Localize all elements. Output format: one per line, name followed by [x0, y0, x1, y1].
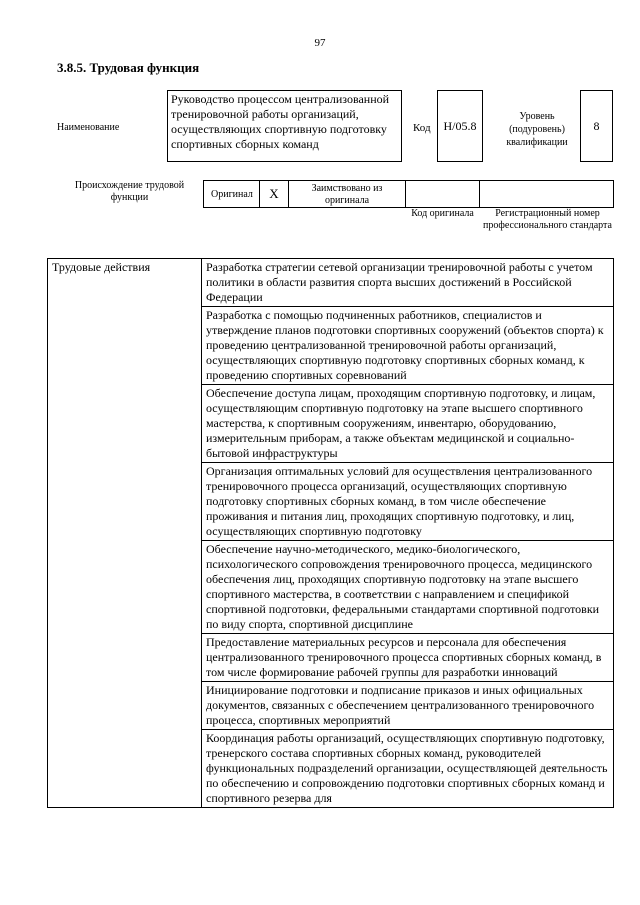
qualification-level-label: Уровень (подуровень) квалификации: [506, 111, 568, 148]
action-item: Разработка стратегии сетевой организации тренировочной работы с учетом политики в области развития спорта высших достижений в Российской Федерации: [202, 259, 614, 307]
qualification-level-value: 8: [580, 90, 613, 162]
origin-code-caption: Код оригинала: [411, 208, 474, 219]
page-number: 97: [314, 37, 326, 49]
function-name-value: Руководство процессом централизованной тренировочной работы организаций, осуществляющих спортивную подготовку спортивных сборных команд: [167, 90, 402, 162]
labor-actions-table: [47, 258, 614, 808]
action-item: Обеспечение научно-методического, медико-биологического, психологического сопровождения тренировочного процесса, медицинского обеспечения лиц, проходящих спортивную подготовку на этапе высшего спортивного мастерства, в соответствии с направлением и спецификой спортивной подготовки, федеральными стандартами спортивной подготовки по виду спорта, спортивной дисциплине: [202, 541, 614, 634]
name-label: Наименование: [57, 122, 120, 133]
action-item: Координация работы организаций, осуществляющих спортивную подготовку, тренерского состава спортивных сборных команд, руководителей функциональных подразделений организации, осуществляющей деятельность по обеспечению и сопровождению подготовки спортивных сборных команд и спортивного резерва для: [202, 730, 614, 808]
origin-reg-number-cell: [479, 180, 614, 208]
origin-code-cell: [405, 180, 480, 208]
action-item: Предоставление материальных ресурсов и персонала для обеспечения централизованного тренировочного процесса спортивных сборных команд, в том числе формирование рабочей группы для разработки инноваций: [202, 634, 614, 682]
actions-header: Трудовые действия: [48, 259, 202, 808]
action-item: Обеспечение доступа лицам, проходящим спортивную подготовку, и лицам, осуществляющим спортивную подготовку на этапе высшего спортивного мастерства, к спортивным сооружениям, инвентарю, оборудованию, измерительным приборам, а также объектам медицинской и социально-бытовой инфраструктуры: [202, 385, 614, 463]
action-item: Организация оптимальных условий для осуществления централизованного тренировочного процесса организаций, осуществляющих спортивную подготовку спортивных сборных команд, в том числе обеспечение проживания и питания лиц, проходящих спортивную подготовку, и лиц, осуществляющих спортивную подготовку: [202, 463, 614, 541]
origin-borrowed-cell: Заимствовано из оригинала: [288, 180, 406, 208]
action-item: Инициирование подготовки и подписание приказов и иных официальных документов, связанных с обеспечением централизованного тренировочного процесса, спортивных мероприятий: [202, 682, 614, 730]
action-item: Разработка с помощью подчиненных работников, специалистов и утверждение планов подготовки спортивных сооружений (объектов спорта) к проведению централизованной тренировочной работы организаций, осуществляющих спортивную подготовку спортивных сборных команд, к проведению спортивных соревнований: [202, 307, 614, 385]
code-value: H/05.8: [437, 90, 483, 162]
origin-reg-caption: Регистрационный номер профессионального стандарта: [483, 208, 612, 231]
origin-mark-cell: X: [259, 180, 289, 208]
origin-label: Происхождение трудовой функции: [74, 180, 185, 203]
section-title: 3.8.5. Трудовая функция: [57, 60, 200, 75]
code-label: Код: [413, 122, 431, 134]
origin-row: [203, 180, 614, 208]
origin-original-cell: Оригинал: [203, 180, 260, 208]
table-row: [48, 259, 614, 307]
